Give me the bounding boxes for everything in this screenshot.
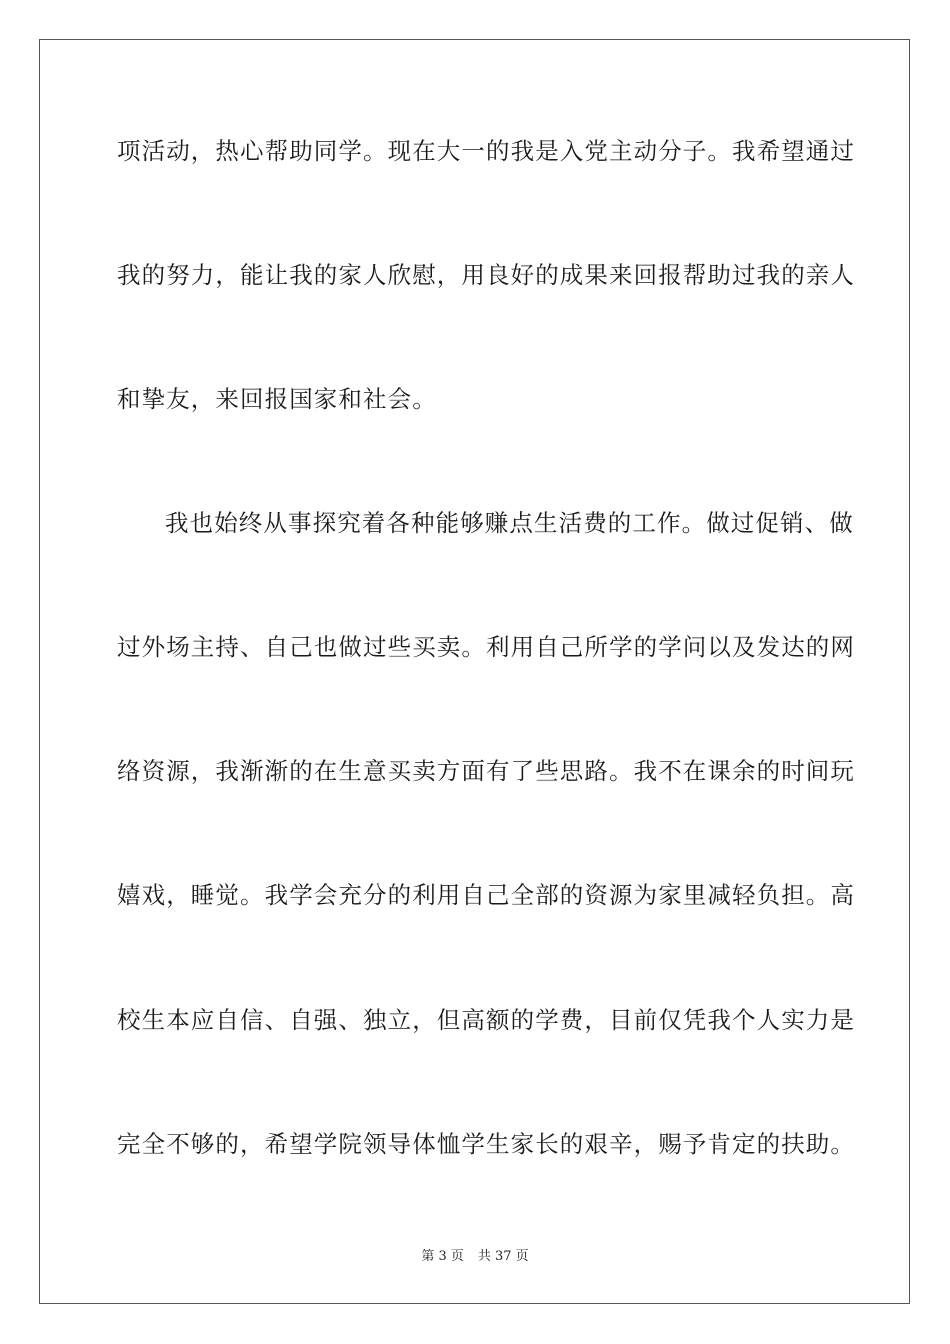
body-text-line: 项活动，热心帮助同学。现在大一的我是入党主动分子。我希望通过: [117, 137, 855, 165]
body-text-line: 络资源，我渐渐的在生意买卖方面有了些思路。我不在课余的时间玩: [117, 757, 855, 785]
body-text-line: 完全不够的，希望学院领导体恤学生家长的艰辛，赐予肯定的扶助。: [117, 1130, 855, 1158]
page-total: 共 37 页: [477, 1249, 529, 1264]
body-text-line: 校生本应自信、自强、独立，但高额的学费，目前仅凭我个人实力是: [117, 1006, 855, 1034]
page-footer: [0, 1248, 950, 1266]
page-frame: [39, 39, 910, 1304]
paragraph-first-line: 我也始终从事探究着各种能够赚点生活费的工作。做过促销、做: [165, 509, 854, 537]
body-text-line: 我的努力，能让我的家人欣慰，用良好的成果来回报帮助过我的亲人: [117, 261, 855, 289]
body-text-line: 嬉戏，睡觉。我学会充分的利用自己全部的资源为家里减轻负担。高: [117, 881, 855, 909]
page-number: 第 3 页: [421, 1249, 464, 1264]
body-text-line: 和挚友，来回报国家和社会。: [117, 385, 437, 413]
body-text-line: 过外场主持、自己也做过些买卖。利用自己所学的学问以及发达的网: [117, 633, 855, 661]
